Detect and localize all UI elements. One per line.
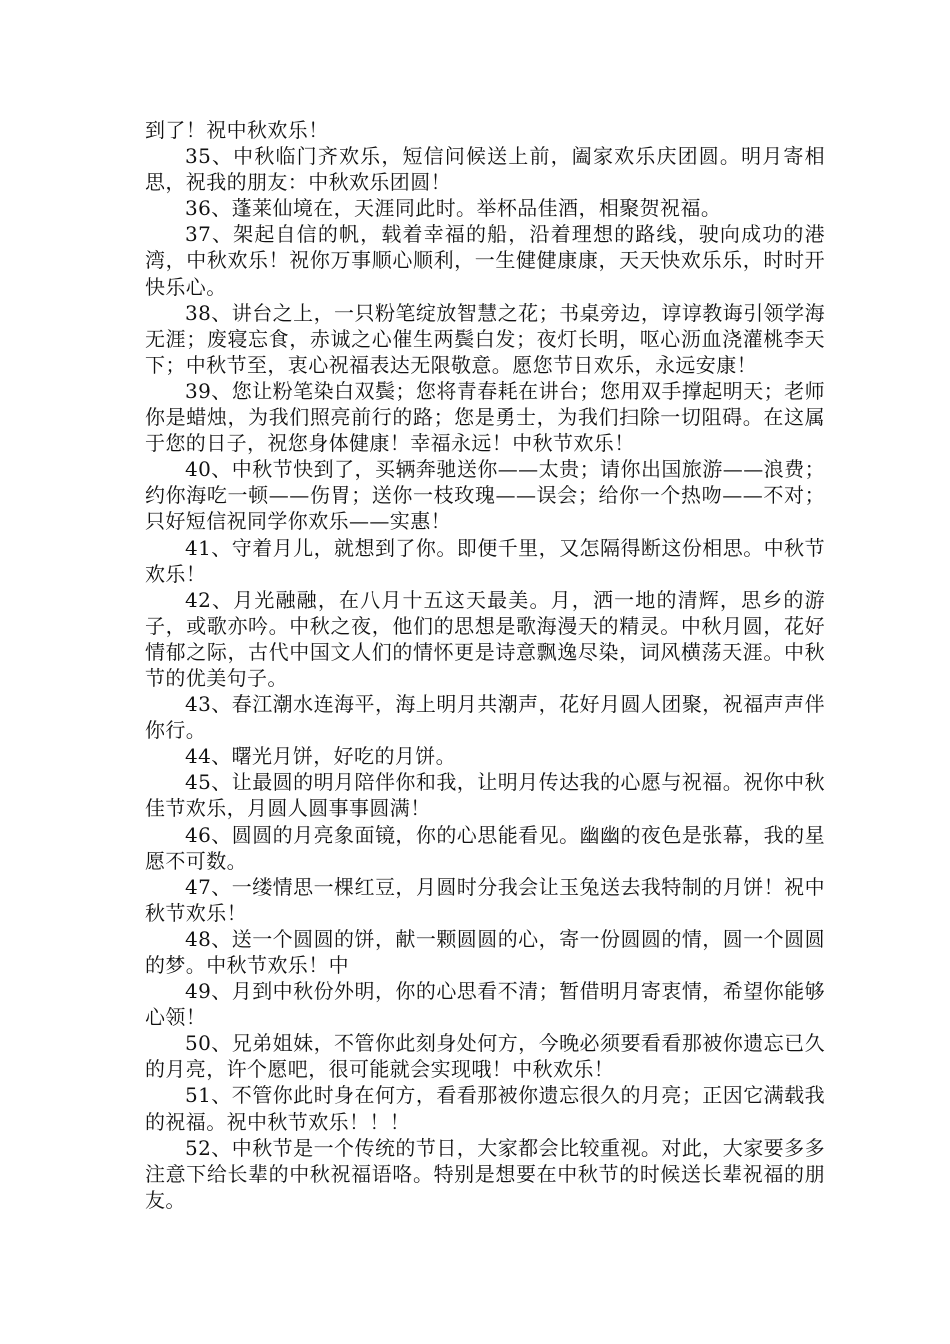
paragraph-48: 48、送一个圆圆的饼，献一颗圆圆的心，寄一份圆圆的情，圆一个圆圆的梦。中秋节欢乐！中 <box>145 926 825 977</box>
paragraph-45: 45、让最圆的明月陪伴你和我，让明月传达我的心愿与祝福。祝你中秋佳节欢乐，月圆人圆事事圆满！ <box>145 770 825 821</box>
paragraph-40: 40、中秋节快到了，买辆奔驰送你——太贵；请你出国旅游——浪费；约你海吃一顿——伤胃；送你一枝玫瑰——误会；给你一个热吻——不对；只好短信祝同学你欢乐——实惠！ <box>145 457 825 534</box>
paragraph-41: 41、守着月儿，就想到了你。即便千里，又怎隔得断这份相思。中秋节欢乐！ <box>145 535 825 586</box>
paragraph-52: 52、中秋节是一个传统的节日，大家都会比较重视。对此，大家要多多注意下给长辈的中秋祝福语咯。特别是想要在中秋节的时候送长辈祝福的朋友。 <box>145 1135 825 1212</box>
paragraph-39: 39、您让粉笔染白双鬓；您将青春耗在讲台；您用双手撑起明天；老师你是蜡烛，为我们照亮前行的路；您是勇士，为我们扫除一切阻碍。在这属于您的日子，祝您身体健康！幸福永远！中秋节欢乐！ <box>145 378 825 456</box>
paragraph-37: 37、架起自信的帆，载着幸福的船，沿着理想的路线，驶向成功的港湾，中秋欢乐！祝你万事顺心顺利，一生健健康康，天天快欢乐乐，时时开快乐心。 <box>145 222 825 299</box>
paragraph-44: 44、曙光月饼，好吃的月饼。 <box>185 744 457 769</box>
document-body <box>145 117 825 1213</box>
paragraph-49: 49、月到中秋份外明，你的心思看不清；暂借明月寄衷情，希望你能够心领！ <box>145 979 825 1030</box>
paragraph-35: 35、中秋临门齐欢乐，短信问候送上前，阖家欢乐庆团圆。明月寄相思，祝我的朋友：中秋欢乐团圆！ <box>145 144 825 195</box>
paragraph-47: 47、一缕情思一棵红豆，月圆时分我会让玉兔送去我特制的月饼！祝中秋节欢乐！ <box>145 874 825 925</box>
paragraph-43: 43、春江潮水连海平，海上明月共潮声，花好月圆人团聚，祝福声声伴你行。 <box>145 692 825 743</box>
paragraph-51: 51、不管你此时身在何方，看看那被你遗忘很久的月亮；正因它满载我的祝福。祝中秋节欢乐！！！ <box>145 1083 825 1134</box>
paragraph-50: 50、兄弟姐妹，不管你此刻身处何方，今晚必须要看看那被你遗忘已久的月亮，许个愿吧，很可能就会实现哦！中秋欢乐！ <box>145 1031 825 1082</box>
paragraph-36: 36、蓬莱仙境在，天涯同此时。举杯品佳酒，相聚贺祝福。 <box>185 196 722 221</box>
paragraph-38: 38、讲台之上，一只粉笔绽放智慧之花；书桌旁边，谆谆教诲引领学海无涯；废寝忘食，赤诚之心催生两鬓白发；夜灯长明，呕心沥血浇灌桃李天下；中秋节至，衷心祝福表达无限敬意。愿您节日欢乐，永远安康！ <box>145 300 825 377</box>
paragraph-continuation: 到了！祝中秋欢乐！ <box>145 118 329 142</box>
paragraph-46: 46、圆圆的月亮象面镜，你的心思能看见。幽幽的夜色是张幕，我的星愿不可数。 <box>145 822 825 873</box>
paragraph-42: 42、月光融融，在八月十五这天最美。月，洒一地的清辉，思乡的游子，或歌亦吟。中秋之夜，他们的思想是歌海漫天的精灵。中秋月圆，花好情郁之际，古代中国文人们的情怀更是诗意飘逸尽染，词风横荡天涯。中秋节的优美句子。 <box>145 587 825 690</box>
